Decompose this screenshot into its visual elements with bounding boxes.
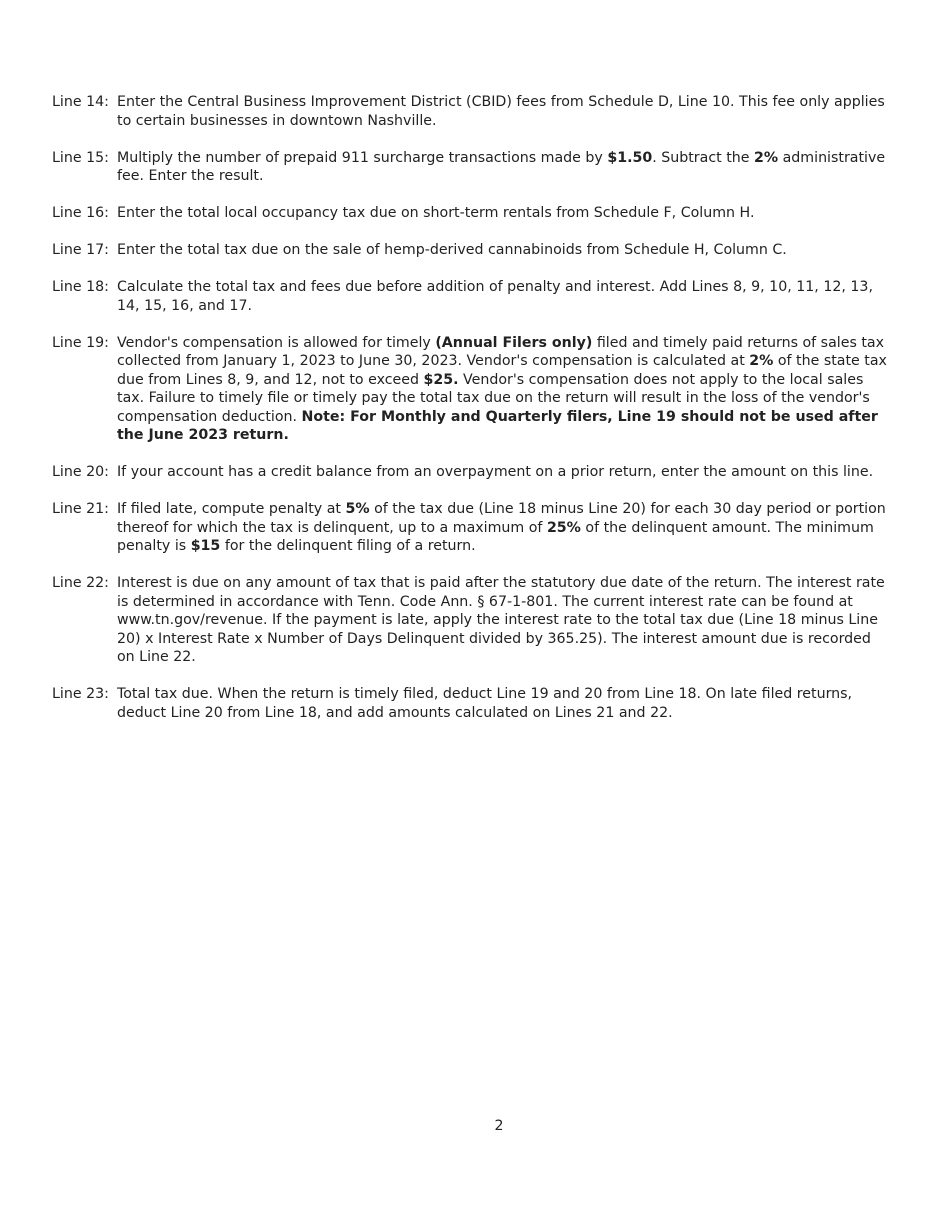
instruction-item bbox=[52, 463, 892, 482]
instruction-item bbox=[52, 500, 892, 556]
emphasized-text: 2% bbox=[754, 149, 779, 166]
description-text: If filed late, compute penalty at bbox=[117, 501, 346, 517]
description-text: Total tax due. When the return is timely filed, deduct Line 19 and 20 from Line 18. On late filed returns, deduct Line 20 from Line 18, and add amounts calculated on Lines 21 and 22. bbox=[117, 686, 853, 721]
line-description bbox=[117, 278, 892, 315]
line-label: Line 20: bbox=[52, 464, 109, 480]
description-text: Enter the Central Business Improvement District (CBID) fees from Schedule D, Line 10. This fee only applies to certain businesses in downtown Nashville. bbox=[117, 94, 885, 129]
description-text: administrative fee. Enter the result. bbox=[117, 149, 886, 184]
instruction-item bbox=[52, 241, 892, 260]
emphasized-text: $25. bbox=[423, 371, 459, 388]
line-label: Line 18: bbox=[52, 279, 109, 295]
description-text: Multiply the number of prepaid 911 surcharge transactions made by bbox=[117, 149, 608, 166]
emphasized-text: (Annual Filers only) bbox=[435, 334, 593, 351]
page-number: 2 bbox=[494, 1118, 504, 1134]
line-label: Line 14: bbox=[52, 94, 109, 110]
description-text: Interest is due on any amount of tax that is paid after the statutory due date of the return. The interest rate is determined in accordance with Tenn. Code Ann. § 67-1-801. The current interest rate can be found at www.tn.gov/revenue. If the payment is late, apply the interest rate to the total tax due (Line 18 minus Line 20) x Interest Rate x Number of Days Delinquent divided by 365.25). The interest amount due is recorded on Line 22. bbox=[117, 575, 885, 665]
instructions-list bbox=[52, 93, 892, 722]
description-text: Enter the total tax due on the sale of hemp-derived cannabinoids from Schedule H, Column C. bbox=[117, 242, 787, 258]
description-text: Enter the total local occupancy tax due on short-term rentals from Schedule F, Column H. bbox=[117, 205, 755, 221]
item-spacer bbox=[52, 445, 892, 464]
description-text: of the tax due (Line 18 minus Line 20) for each 30 day period or portion thereof for which the tax is delinquent, up to a maximum of bbox=[117, 501, 886, 536]
line-description bbox=[117, 204, 892, 223]
description-text: filed and timely paid returns of sales tax collected from January 1, 2023 to June 30, 2023. Vendor's compensation is calculated at bbox=[117, 334, 884, 369]
line-description bbox=[117, 241, 892, 260]
instruction-item bbox=[52, 334, 892, 445]
description-text: Calculate the total tax and fees due before addition of penalty and interest. Add Lines 8, 9, 10, 11, 12, 13, 14, 15, 16, and 17. bbox=[117, 279, 873, 314]
instruction-item bbox=[52, 204, 892, 223]
line-label: Line 19: bbox=[52, 334, 109, 351]
emphasized-text: Note: For Monthly and Quarterly filers, Line 19 should not be used after the June 2023 return. bbox=[117, 408, 878, 443]
item-spacer bbox=[52, 556, 892, 575]
emphasized-text: $1.50 bbox=[607, 149, 653, 166]
description-text: Vendor's compensation does not apply to the local sales tax. Failure to timely file or timely pay the total tax due on the return will result in the loss of the vendor's compensation deduction. bbox=[117, 371, 870, 425]
item-spacer bbox=[52, 482, 892, 501]
line-description bbox=[117, 149, 892, 186]
description-text: of the delinquent amount. The minimum penalty is bbox=[117, 519, 874, 554]
line-label: Line 15: bbox=[52, 149, 109, 166]
line-description bbox=[117, 93, 892, 130]
emphasized-text: $15 bbox=[190, 538, 221, 554]
item-spacer bbox=[52, 186, 892, 205]
instruction-item bbox=[52, 93, 892, 130]
item-spacer bbox=[52, 260, 892, 279]
description-text: Vendor's compensation is allowed for timely bbox=[117, 334, 436, 351]
line-label: Line 21: bbox=[52, 501, 109, 517]
line-description bbox=[117, 685, 892, 722]
instruction-item bbox=[52, 574, 892, 667]
description-text: for the delinquent filing of a return. bbox=[220, 538, 476, 554]
line-description bbox=[117, 500, 892, 556]
line-label: Line 17: bbox=[52, 242, 109, 258]
line-description bbox=[117, 574, 892, 667]
item-spacer bbox=[52, 315, 892, 334]
instruction-item bbox=[52, 278, 892, 315]
instruction-item bbox=[52, 149, 892, 186]
item-spacer bbox=[52, 223, 892, 242]
description-text: . Subtract the bbox=[652, 149, 754, 166]
line-label: Line 22: bbox=[52, 575, 109, 591]
description-text: If your account has a credit balance from an overpayment on a prior return, enter the amount on this line. bbox=[117, 464, 874, 480]
description-text: of the state tax due from Lines 8, 9, and 12, not to exceed bbox=[117, 353, 887, 388]
line-description bbox=[117, 463, 892, 482]
line-label: Line 23: bbox=[52, 686, 109, 702]
line-label: Line 16: bbox=[52, 205, 109, 221]
emphasized-text: 25% bbox=[546, 519, 581, 536]
item-spacer bbox=[52, 667, 892, 686]
instruction-item bbox=[52, 685, 892, 722]
emphasized-text: 2% bbox=[749, 353, 774, 369]
emphasized-text: 5% bbox=[345, 501, 370, 517]
item-spacer bbox=[52, 130, 892, 149]
line-description bbox=[117, 334, 892, 445]
